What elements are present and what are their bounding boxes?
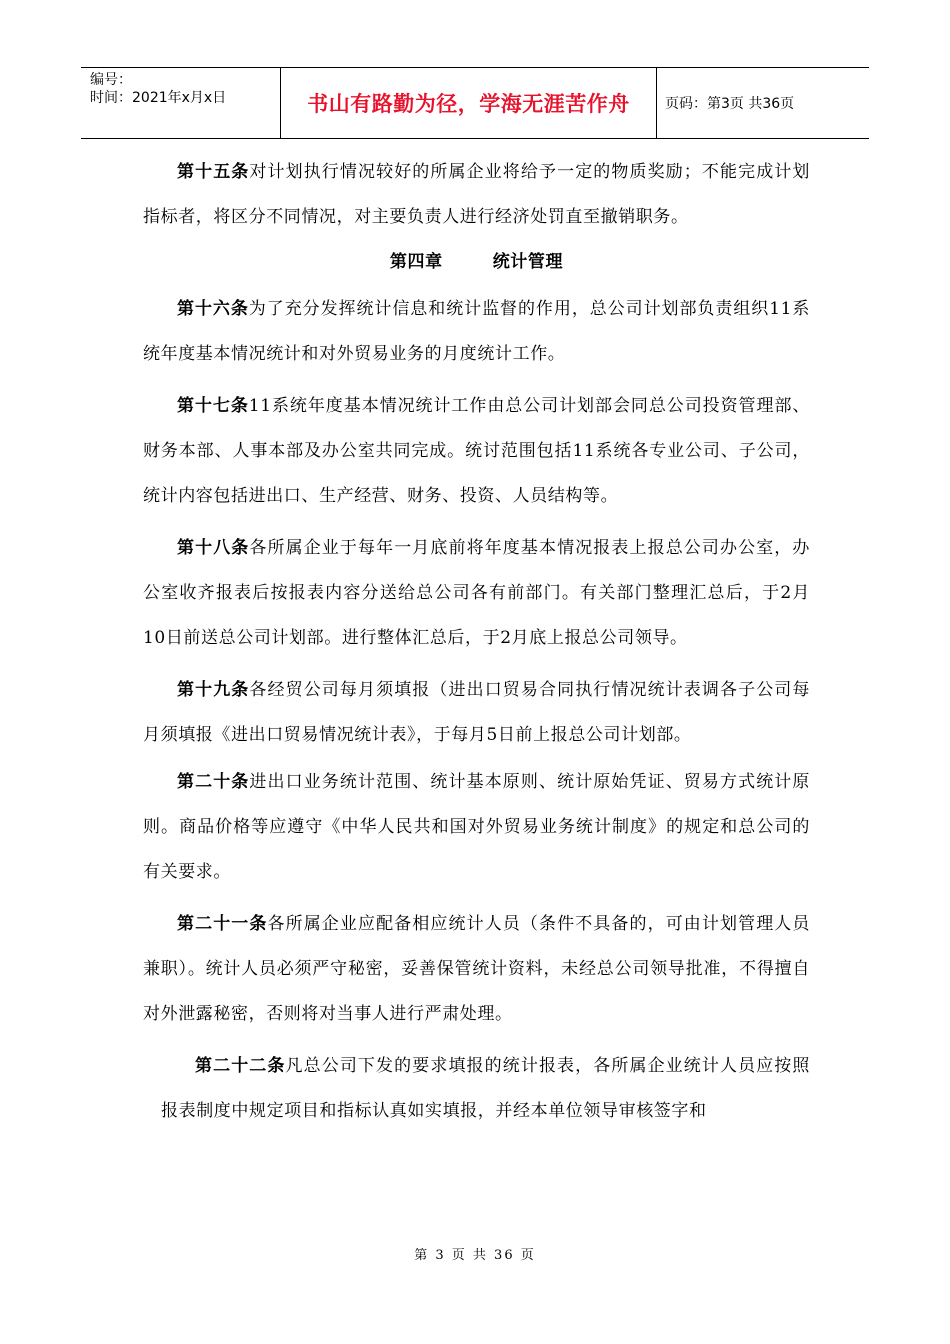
article-15 — [143, 150, 810, 240]
article-18 — [143, 526, 810, 661]
article-22-text: 凡总公司下发的要求填报的统计报表，各所属企业统计人员应按照报表制度中规定项目和指标认真如实填报，并经本单位领导审核签字和 — [161, 1056, 810, 1121]
article-21 — [143, 902, 810, 1037]
header-page-info: 页码：第3页 共36页 — [665, 96, 795, 112]
article-20-text: 进出口业务统计范围、统计基本原则、统计原始凭证、贸易方式统计原则。商品价格等应遵守《中华人民共和国对外贸易业务统计制度》的规定和总公司的有关要求。 — [143, 772, 810, 882]
article-17 — [143, 384, 810, 519]
header-motto: 书山有路勤为径，学海无涯苦作舟 — [281, 68, 657, 138]
article-16 — [143, 287, 810, 377]
page-footer: 第 3 页 共 36 页 — [414, 1248, 536, 1263]
document-body — [143, 150, 810, 1134]
article-16-heading: 第十六条 — [177, 299, 249, 319]
article-19-text: 各经贸公司每月须填报（进出口贸易合同执行情况统计表调各子公司每月须填报《进出口贸易情况统计表》，于每月5日前上报总公司计划部。 — [143, 680, 810, 745]
article-17-text: 11系统年度基本情况统计工作由总公司计划部会同总公司投资管理部、财务本部、人事本部及办公室共同完成。统讨范围包括11系统各专业公司、子公司，统计内容包括进出口、生产经营、财务、投资、人员结构等。 — [143, 396, 810, 506]
article-15-heading: 第十五条 — [177, 162, 250, 182]
article-20-heading: 第二十条 — [177, 772, 250, 792]
document-time-label: 时间：2021年x月x日 — [90, 90, 227, 106]
article-18-text: 各所属企业于每年一月底前将年度基本情况报表上报总公司办公室，办公室收齐报表后按报表内容分送给总公司各有前部门。有关部门整理汇总后，于2月10日前送总公司计划部。进行整体汇总后，于2月底上报总公司领导。 — [143, 538, 810, 648]
article-18-heading: 第十八条 — [177, 538, 250, 558]
article-21-text: 各所属企业应配备相应统计人员（条件不具备的，可由计划管理人员兼职）。统计人员必须严守秘密，妥善保管统计资料，未经总公司领导批准，不得擅自对外泄露秘密，否则将对当事人进行严肃处理。 — [143, 914, 810, 1024]
page-header — [81, 67, 869, 139]
article-22 — [143, 1044, 810, 1134]
chapter-number: 第四章 — [389, 252, 443, 272]
article-15-text: 对计划执行情况较好的所属企业将给予一定的物质奖励；不能完成计划指标者，将区分不同情况，对主要负责人进行经济处罚直至撤销职务。 — [143, 162, 810, 227]
article-16-text: 为了充分发挥统计信息和统计监督的作用，总公司计划部负责组织11系统年度基本情况统计和对外贸易业务的月度统计工作。 — [143, 299, 810, 364]
chapter-heading — [143, 240, 810, 285]
article-20 — [143, 760, 810, 895]
header-meta — [81, 68, 281, 138]
article-19-heading: 第十九条 — [177, 680, 250, 700]
article-17-heading: 第十七条 — [177, 396, 249, 416]
document-number-label: 编号： — [90, 72, 132, 88]
chapter-title: 统计管理 — [492, 252, 564, 272]
article-21-heading: 第二十一条 — [177, 914, 268, 934]
article-19 — [143, 668, 810, 758]
article-22-heading: 第二十二条 — [195, 1056, 286, 1076]
